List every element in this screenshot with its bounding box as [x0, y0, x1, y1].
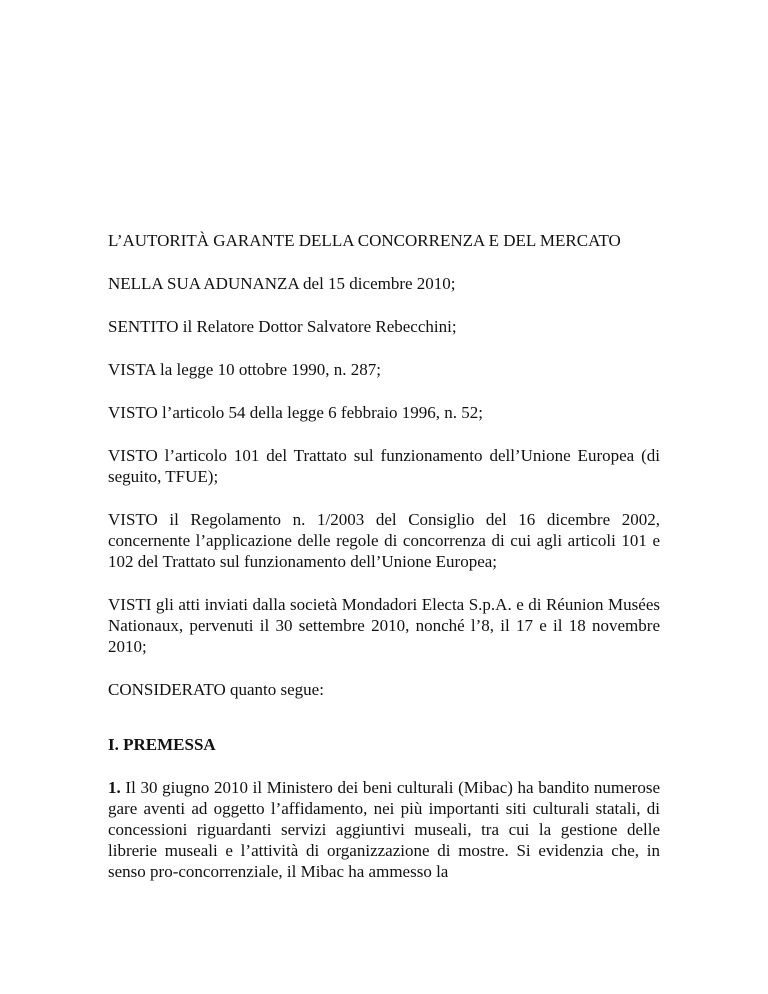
meeting-date-line: NELLA SUA ADUNANZA del 15 dicembre 2010; — [108, 274, 456, 293]
regulation-paragraph: VISTO il Regolamento n. 1/2003 del Consiglio del 16 dicembre 2002, concernente l’applicazione delle regole di concorrenza di cui agli articoli 101 e 102 del Trattato sul funzionamento dell’Unione Europea; — [108, 510, 660, 571]
law-reference-line: VISTA la legge 10 ottobre 1990, n. 287; — [108, 360, 381, 379]
authority-title: L’AUTORITÀ GARANTE DELLA CONCORRENZA E DEL MERCATO — [108, 231, 621, 250]
document-body — [108, 230, 660, 904]
point-number: 1. — [108, 778, 121, 797]
rapporteur-line: SENTITO il Relatore Dottor Salvatore Rebecchini; — [108, 317, 457, 336]
article-54-reference-line: VISTO l’articolo 54 della legge 6 febbraio 1996, n. 52; — [108, 403, 484, 422]
point-1-paragraph — [108, 777, 660, 882]
tfeu-article-101-paragraph: VISTO l’articolo 101 del Trattato sul funzionamento dell’Unione Europea (di seguito, TFUE); — [108, 446, 660, 486]
point-text: Il 30 giugno 2010 il Ministero dei beni culturali (Mibac) ha bandito numerose gare aventi ad oggetto l’affidamento, nei più importanti siti culturali statali, di concessioni riguardanti servizi aggiuntivi museali, tra cui la gestione delle librerie museali e l’attività di organizzazione di mostre. Si evidenzia che, in senso pro-concorrenziale, il Mibac ha ammesso la — [108, 778, 660, 881]
considered-line: CONSIDERATO quanto segue: — [108, 680, 324, 699]
documents-received-paragraph: VISTI gli atti inviati dalla società Mondadori Electa S.p.A. e di Réunion Musées Nationaux, pervenuti il 30 settembre 2010, nonché l’8, il 17 e il 18 novembre 2010; — [108, 595, 660, 656]
section-heading: I. PREMESSA — [108, 735, 216, 754]
